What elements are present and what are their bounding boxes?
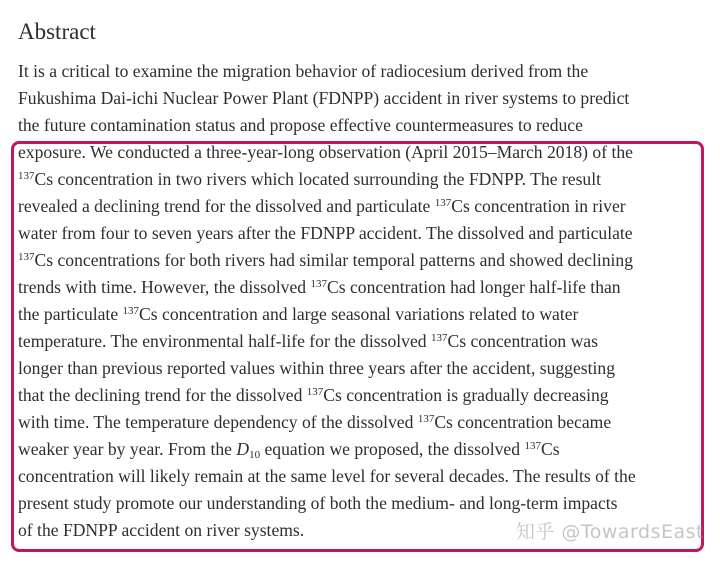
text-run: Cs concentrations for both rivers had similar temporal patterns and showed declining	[34, 250, 634, 270]
text-run: concentration will likely remain at the same level for several decades. The results of the	[18, 466, 636, 486]
abstract-line	[18, 247, 708, 274]
isotope-superscript: 137	[417, 413, 435, 425]
text-run: equation we proposed, the dissolved	[260, 439, 525, 459]
watermark: 知乎 @TowardsEast	[515, 521, 704, 543]
abstract-line	[18, 274, 708, 301]
abstract-line	[18, 463, 708, 490]
text-run: trends with time. However, the dissolved	[18, 277, 311, 297]
text-run: that the declining trend for the dissolved	[18, 385, 307, 405]
d10-subscript: 10	[249, 449, 261, 461]
abstract-line	[18, 166, 708, 193]
text-run: temperature. The environmental half-life for the dissolved	[18, 331, 431, 351]
abstract-line	[18, 382, 708, 409]
isotope-superscript: 137	[18, 170, 35, 182]
d10-symbol	[236, 439, 260, 459]
text-run: Cs concentration became	[434, 412, 612, 432]
text-run: Cs concentration in two rivers which located surrounding the FDNPP. The result	[34, 169, 601, 189]
text-run: Cs	[540, 439, 560, 459]
abstract-heading: Abstract	[18, 19, 96, 44]
text-run: present study promote our understanding of both the medium- and long-term impacts	[18, 493, 618, 513]
abstract-line	[18, 436, 708, 463]
d10-base: D	[236, 439, 250, 459]
abstract-line	[18, 112, 708, 139]
isotope-superscript: 137	[524, 440, 541, 452]
isotope-superscript: 137	[310, 278, 327, 290]
abstract-line	[18, 193, 708, 220]
isotope-superscript: 137	[122, 305, 140, 317]
text-run: water from four to seven years after the FDNPP accident. The dissolved and particulate	[18, 223, 633, 243]
text-run: Fukushima Dai-ichi Nuclear Power Plant (FDNPP) accident in river systems to predict	[18, 88, 630, 108]
text-run: exposure. We conducted a three-year-long observation (April 2015–March 2018) of the	[18, 142, 633, 162]
text-run: Cs concentration and large seasonal variations related to water	[139, 304, 579, 324]
text-run: with time. The temperature dependency of the dissolved	[18, 412, 418, 432]
abstract-line	[18, 301, 708, 328]
text-run: Cs concentration is gradually decreasing	[323, 385, 609, 405]
abstract-line	[18, 58, 708, 85]
text-run: Cs concentration had longer half-life than	[326, 277, 621, 297]
text-run: It is a critical to examine the migration behavior of radiocesium derived from the	[18, 61, 589, 81]
abstract-body	[18, 58, 708, 544]
text-run: the future contamination status and propose effective countermeasures to reduce	[18, 115, 583, 135]
isotope-superscript: 137	[434, 197, 452, 209]
isotope-superscript: 137	[18, 251, 35, 263]
text-run: Cs concentration in river	[451, 196, 626, 216]
abstract-line	[18, 328, 708, 355]
abstract-line	[18, 490, 708, 517]
text-run: the particulate	[18, 304, 123, 324]
text-run: longer than previous reported values within three years after the accident, suggesting	[18, 358, 616, 378]
abstract-line	[18, 355, 708, 382]
abstract-line	[18, 409, 708, 436]
text-run: of the FDNPP accident on river systems.	[18, 520, 305, 540]
abstract-line	[18, 85, 708, 112]
text-run: Cs concentration was	[447, 331, 598, 351]
abstract-line	[18, 139, 708, 166]
text-run: revealed a declining trend for the dissolved and particulate	[18, 196, 435, 216]
text-run: weaker year by year. From the	[18, 439, 237, 459]
abstract-line	[18, 220, 708, 247]
isotope-superscript: 137	[306, 386, 324, 398]
isotope-superscript: 137	[430, 332, 448, 344]
